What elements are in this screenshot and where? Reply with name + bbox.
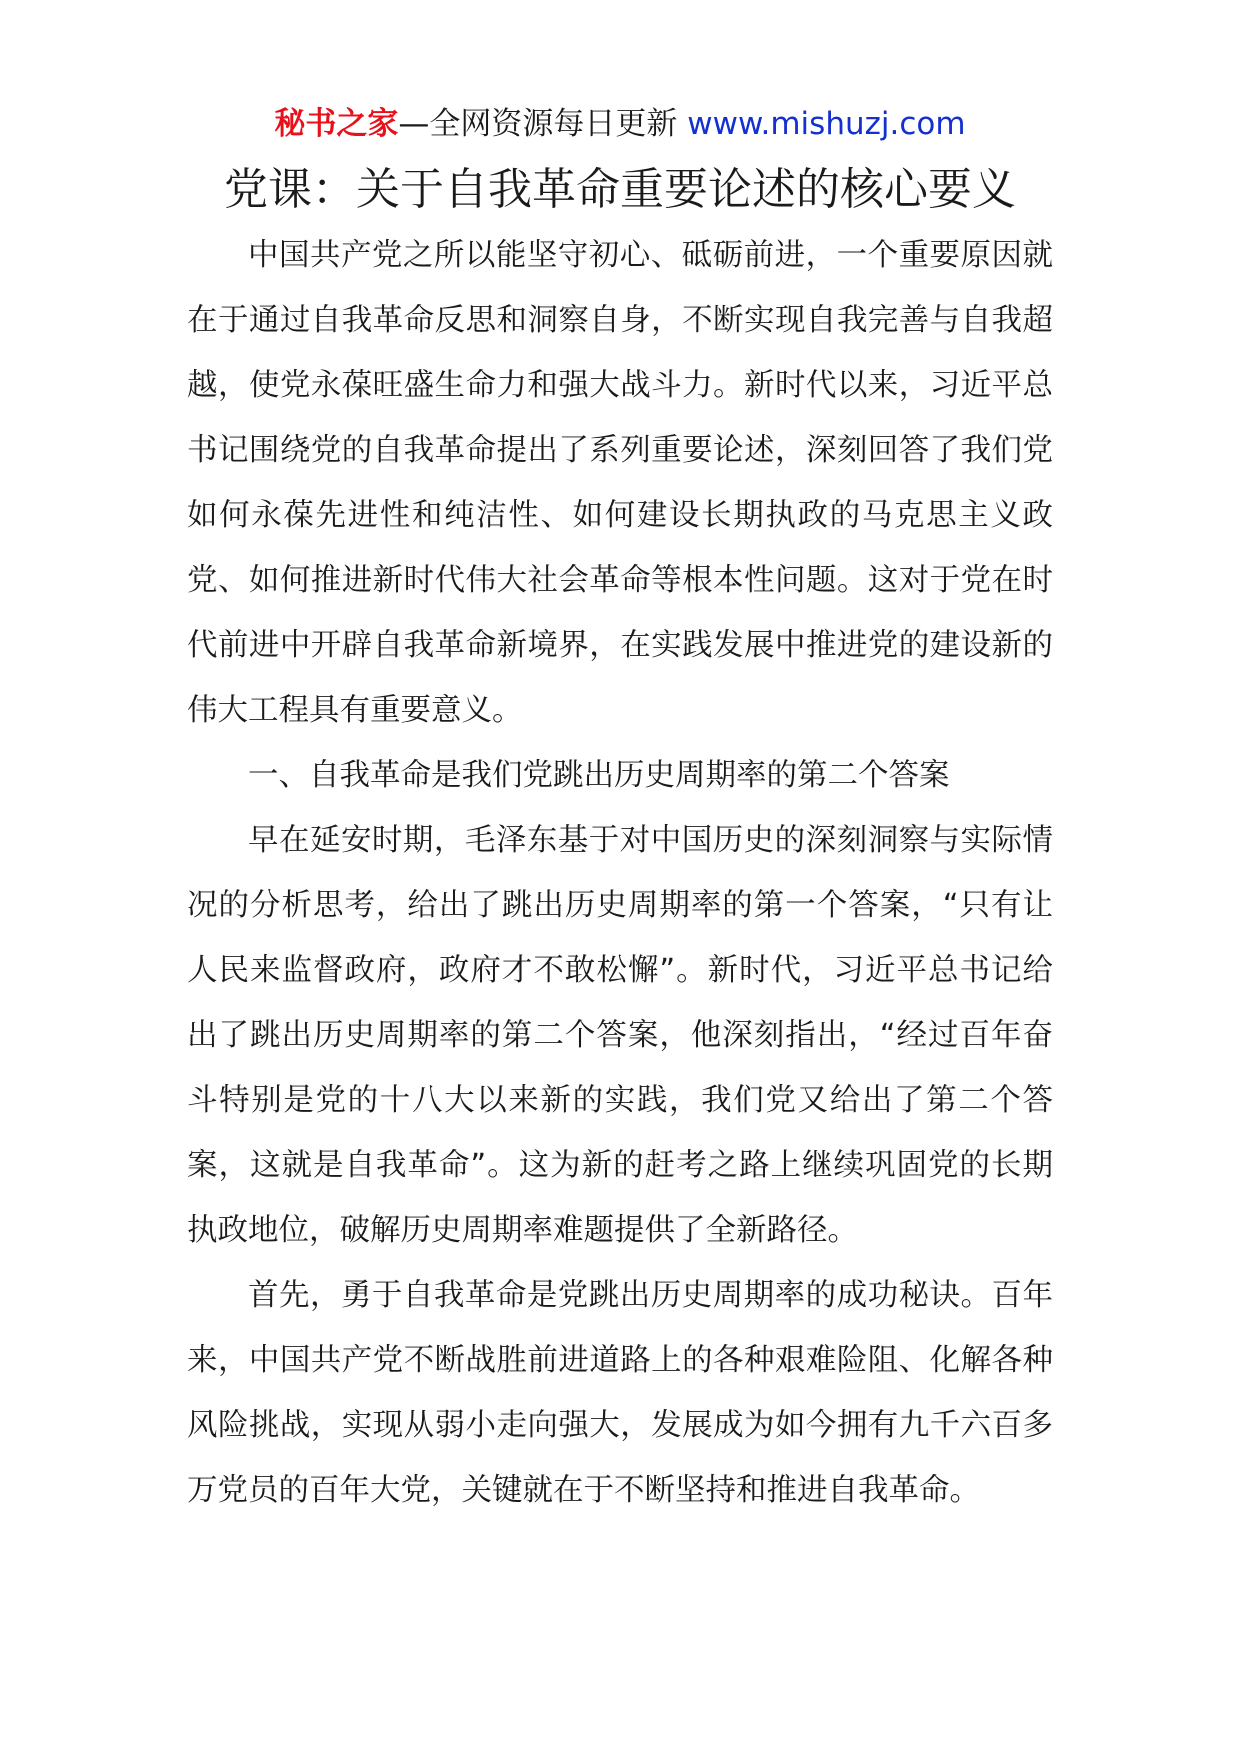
site-url-link[interactable]: www.mishuzj.com	[687, 106, 966, 142]
document-body	[187, 223, 1053, 1523]
intro-paragraph: 中国共产党之所以能坚守初心、砥砺前进，一个重要原因就在于通过自我革命反思和洞察自身，不断实现自我完善与自我超越，使党永葆旺盛生命力和强大战斗力。新时代以来，习近平总书记围绕党的自我革命提出了系列重要论述，深刻回答了我们党如何永葆先进性和纯洁性、如何建设长期执政的马克思主义政党、如何推进新时代伟大社会革命等根本性问题。这对于党在时代前进中开辟自我革命新境界，在实践发展中推进党的建设新的伟大工程具有重要意义。	[187, 238, 1053, 728]
site-header	[0, 102, 1240, 146]
body-paragraph: 首先，勇于自我革命是党跳出历史周期率的成功秘诀。百年来，中国共产党不断战胜前进道路上的各种艰难险阻、化解各种风险挑战，实现从弱小走向强大，发展成为如今拥有九千六百多万党员的百年大党，关键就在于不断坚持和推进自我革命。	[187, 1278, 1053, 1508]
brand-name: 秘书之家	[274, 106, 399, 142]
header-slogan: —全网资源每日更新	[398, 106, 678, 142]
body-paragraph: 早在延安时期，毛泽东基于对中国历史的深刻洞察与实际情况的分析思考，给出了跳出历史周期率的第一个答案，“只有让人民来监督政府，政府才不敢松懈”。新时代，习近平总书记给出了跳出历史周期率的第二个答案，他深刻指出，“经过百年奋斗特别是党的十八大以来新的实践，我们党又给出了第二个答案，这就是自我革命”。这为新的赶考之路上继续巩固党的长期执政地位，破解历史周期率难题提供了全新路径。	[187, 823, 1053, 1248]
document-title: 党课：关于自我革命重要论述的核心要义	[224, 164, 1016, 215]
section-heading-1: 一、自我革命是我们党跳出历史周期率的第二个答案	[248, 758, 950, 793]
